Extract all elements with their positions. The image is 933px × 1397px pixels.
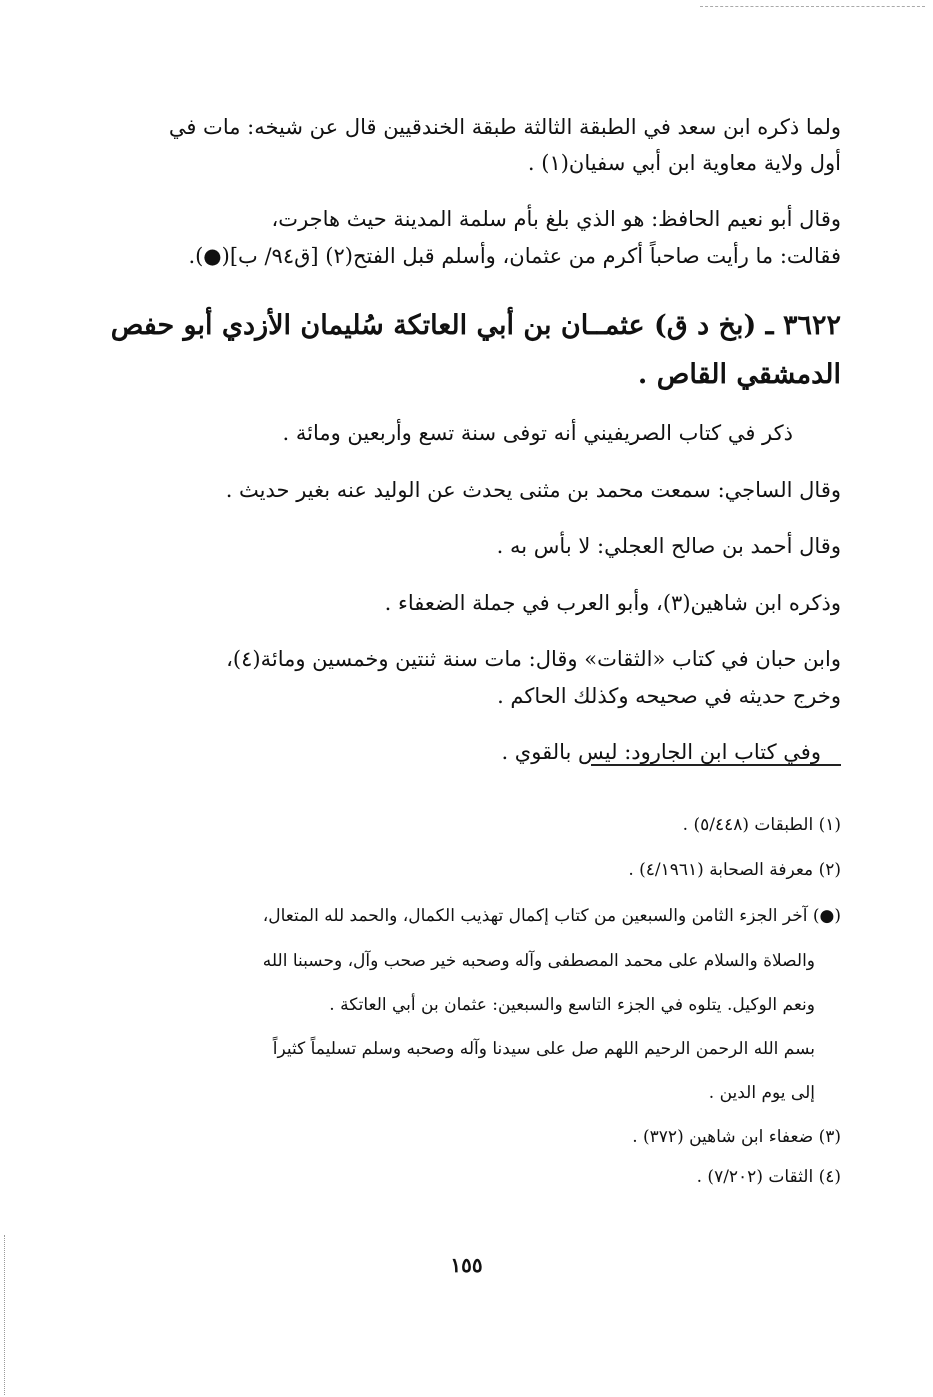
body-line-2: أول ولاية معاوية ابن أبي سفيان(١) . xyxy=(527,151,841,175)
body-line-9: وابن حبان في كتاب «الثقات» وقال: مات سنة ثنتين وخمسين ومائة(٤)، xyxy=(226,647,841,671)
body-line-5: ذكر في كتاب الصريفيني أنه توفى سنة تسع وأربعين ومائة . xyxy=(282,421,793,445)
body-line-8: وذكره ابن شاهين(٣)، وأبو العرب في جملة الضعفاء . xyxy=(384,591,841,615)
body-line-1: ولما ذكره ابن سعد في الطبقة الثالثة طبقة الخندقيين قال عن شيخه: مات في xyxy=(168,115,841,139)
footnote-bullet-line-3: ونعم الوكيل. يتلوه في الجزء التاسع والسبعين: عثمان بن أبي العاتكة . xyxy=(329,995,815,1015)
footnote-2: (٢) معرفة الصحابة (٤/١٩٦١) . xyxy=(628,860,841,880)
footnote-4: (٤) الثقات (٧/٢٠٢) . xyxy=(696,1167,841,1187)
body-line-3: وقال أبو نعيم الحافظ: هو الذي بلغ بأم سلمة المدينة حيث هاجرت، xyxy=(271,207,841,231)
entry-heading-1: ٣٦٢٢ ـ (بخ د ق) عثمــان بن أبي العاتكة سُليمان الأزدي أبو حفص xyxy=(110,310,841,341)
body-line-10: وخرج حديثه في صحيحه وكذلك الحاكم . xyxy=(497,684,841,708)
top-edge-rule xyxy=(700,6,925,7)
footnote-bullet-line-2: والصلاة والسلام على محمد المصطفى وآله وصحبه خير صحب وآل، وحسبنا الله xyxy=(262,951,815,971)
page-number: ١٥٥ xyxy=(450,1253,483,1277)
body-line-4: فقالت: ما رأيت صاحباً أكرم من عثمان، وأسلم قبل الفتح(٢) [ق٩٤/ ب](●). xyxy=(188,244,841,268)
entry-heading-2: الدمشقي القاص . xyxy=(637,359,841,390)
footnote-1: (١) الطبقات (٥/٤٤٨) . xyxy=(682,815,841,835)
footnote-3: (٣) ضعفاء ابن شاهين (٣٧٢) . xyxy=(632,1127,841,1147)
footnote-bullet-line-5: إلى يوم الدين . xyxy=(708,1083,815,1103)
body-line-7: وقال أحمد بن صالح العجلي: لا بأس به . xyxy=(496,534,841,558)
footnote-bullet-line-4: بسم الله الرحمن الرحيم اللهم صل على سيدنا وآله وصحبه وسلم تسليماً كثيراً xyxy=(272,1039,815,1059)
footnote-bullet-line-1: (●) آخر الجزء الثامن والسبعين من كتاب إكمال تهذيب الكمال، والحمد لله المتعال، xyxy=(262,906,841,926)
body-line-6: وقال الساجي: سمعت محمد بن مثنى يحدث عن الوليد عنه بغير حديث . xyxy=(225,478,841,502)
body-line-11: وفي كتاب ابن الجارود: ليس بالقوي . xyxy=(501,740,821,764)
footnote-separator xyxy=(591,764,841,766)
